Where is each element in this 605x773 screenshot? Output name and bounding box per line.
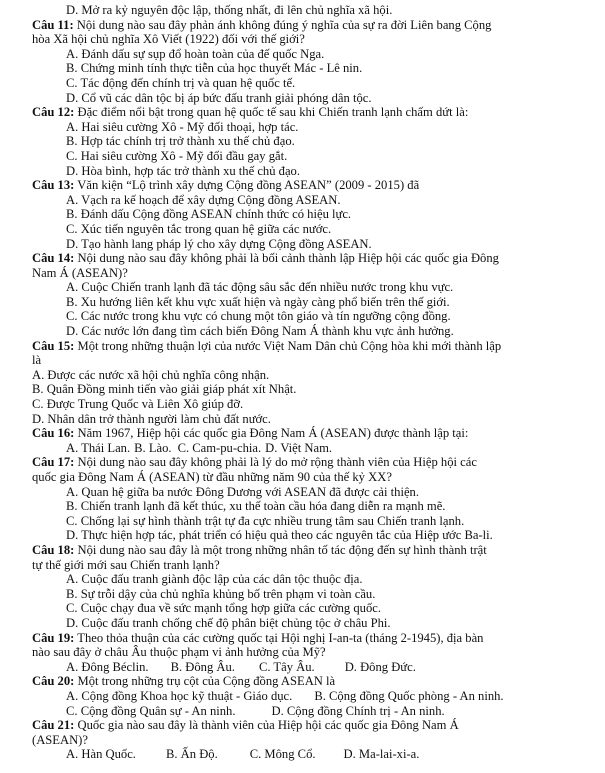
answer-option: A. Đánh dấu sự sụp đổ hoàn toàn của đế quốc Nga. <box>66 46 325 61</box>
answer-option: A. Cuộc đấu tranh giành độc lập của các dân tộc thuộc địa. <box>66 572 363 587</box>
question-continuation: Nam Á (ASEAN)? <box>32 265 128 280</box>
answer-option: C. Tây Âu. <box>258 659 315 674</box>
question-text: Văn kiện “Lộ trình xây dựng Cộng đồng ASEAN” (2009 - 2015) đã <box>74 178 420 193</box>
answer-options-row <box>48 747 595 762</box>
answer-option: A. Vạch ra kế hoạch để xây dựng Cộng đồng ASEAN. <box>66 192 341 207</box>
question-continuation: là <box>32 353 42 368</box>
answer-option: A. Hàn Quốc. <box>66 747 136 762</box>
answer-option: B. Lào. <box>134 440 172 455</box>
answer-option: B. Xu hướng liên kết khu vực xuất hiện và ngày càng phổ biến trên thế giới. <box>66 294 450 309</box>
question-continuation: B. Quân Đồng minh tiến vào giải giáp phát xít Nhật. <box>32 382 297 397</box>
answer-option: A. Cuộc Chiến tranh lạnh đã tác động sâu sắc đến nhiều nước trong khu vực. <box>66 280 454 295</box>
answer-option: C. Cộng đồng Quân sự - An ninh. <box>66 703 236 718</box>
answer-option: D. Ma-lai-xi-a. <box>343 747 420 762</box>
question-number: Câu 19: <box>32 630 75 645</box>
answer-option: A. Đông Béclin. <box>66 659 149 674</box>
question-continuation: tự thế giới mới sau Chiến tranh lạnh? <box>32 557 220 572</box>
question-number: Câu 14: <box>32 251 75 266</box>
question-line <box>32 105 579 120</box>
answer-option: B. Sự trỗi dậy của chủ nghĩa khủng bố trên phạm vi toàn cầu. <box>66 586 376 601</box>
answer-option: B. Đánh dấu Cộng đồng ASEAN chính thức có hiệu lực. <box>66 207 352 222</box>
answer-option: C. Chống lại sự hình thành trật tự đa cực nhiều trung tâm sau Chiến tranh lạnh. <box>66 513 465 528</box>
answer-options-row <box>48 660 595 675</box>
question-continuation: nào sau đây ở châu Âu thuộc phạm vi ảnh hưởng của Mỹ? <box>32 645 326 660</box>
answer-option: C. Cam-pu-chia. <box>177 440 262 455</box>
answer-option: B. Đông Âu. <box>170 659 235 674</box>
answer-option: D. Tạo hành lang pháp lý cho xây dựng Cộng đồng ASEAN. <box>66 236 372 251</box>
question-line <box>32 674 579 689</box>
answer-options-row <box>48 689 595 704</box>
answer-option: D. Các nước lớn đang tìm cách biến Đông Nam Á thành khu vực ảnh hưởng. <box>66 324 454 339</box>
answer-option: D. Cuộc đấu tranh chống chế độ phân biệt chủng tộc ở châu Phi. <box>66 615 391 630</box>
question-text: Năm 1967, Hiệp hội các quốc gia Đông Nam Á (ASEAN) được thành lập tại: <box>74 426 469 441</box>
answer-option: A. Hai siêu cường Xô - Mỹ đối thoại, hợp tác. <box>66 119 299 134</box>
answer-option: D. Cổ vũ các dân tộc bị áp bức đấu tranh giải phóng dân tộc. <box>66 90 372 105</box>
question-line <box>32 178 579 193</box>
answer-option: D. Việt Nam. <box>265 440 333 455</box>
answer-option: A. Quan hệ giữa ba nước Đông Dương với ASEAN đã được cải thiện. <box>66 484 419 499</box>
answer-option: C. Các nước trong khu vực có chung một tôn giáo và tín ngưỡng cộng đồng. <box>66 309 451 324</box>
answer-option: D. Thực hiện hợp tác, phát triển có hiệu quả theo các nguyên tắc của Hiệp ước Ba-li. <box>66 528 493 543</box>
question-line <box>32 251 579 266</box>
answer-option: B. Chứng minh tính thực tiễn của học thuyết Mác - Lê nin. <box>66 61 363 76</box>
answer-option: D. Mở ra kỷ nguyên độc lập, thống nhất, đi lên chủ nghĩa xã hội. <box>66 3 393 17</box>
question-number: Câu 15: <box>32 338 75 353</box>
question-line <box>32 18 579 33</box>
answer-option: C. Mông Cổ. <box>249 747 316 762</box>
question-line <box>32 339 579 354</box>
question-line <box>32 426 579 441</box>
question-text: Một trong những trụ cột của Cộng đồng ASEAN là <box>74 674 336 689</box>
question-text: Một trong những thuận lợi của nước Việt Nam Dân chủ Cộng hòa khi mới thành lập <box>74 338 502 353</box>
question-text: Nội dung nào sau đây là một trong những nhân tố tác động đến sự hình thành trật <box>74 542 487 557</box>
answer-option: A. Thái Lan. <box>66 440 131 455</box>
answer-option: C. Xúc tiến nguyên tắc trong quan hệ giữa các nước. <box>66 221 332 236</box>
answer-option: B. Ấn Độ. <box>165 747 218 762</box>
question-continuation: C. Được Trung Quốc và Liên Xô giúp đỡ. <box>32 397 244 412</box>
question-text: Quốc gia nào sau đây là thành viên của Hiệp hội các quốc gia Đông Nam Á <box>74 718 459 733</box>
question-text: Theo thỏa thuận của các cường quốc tại Hội nghị I-an-ta (tháng 2-1945), địa bàn <box>74 630 484 645</box>
question-continuation: hòa Xã hội chủ nghĩa Xô Viết (1922) đối với thế giới? <box>32 32 305 47</box>
answer-option: C. Tác động đến chính trị và quan hệ quốc tế. <box>66 75 296 90</box>
answer-options-row <box>48 704 595 719</box>
question-text: Đặc điểm nổi bật trong quan hệ quốc tế sau khi Chiến tranh lạnh chấm dứt là: <box>74 105 469 120</box>
question-continuation: quốc gia Đông Nam Á (ASEAN) từ đầu những năm 90 của thế kỷ XX? <box>32 470 392 484</box>
answer-option: D. Hòa bình, hợp tác trở thành xu thế chủ đạo. <box>66 163 301 178</box>
question-text: Nội dung nào sau đây không phải là bối cảnh thành lập Hiệp hội các quốc gia Đông <box>74 251 499 266</box>
question-line <box>32 543 579 558</box>
answer-option: B. Hợp tác chính trị trở thành xu thế chủ đạo. <box>66 134 295 149</box>
question-number: Câu 16: <box>32 426 75 441</box>
answer-options-row <box>48 441 595 456</box>
answer-option: D. Cộng đồng Chính trị - An ninh. <box>271 703 445 718</box>
answer-option: B. Cộng đồng Quốc phòng - An ninh. <box>314 688 504 703</box>
question-continuation: D. Nhân dân trở thành người làm chủ đất nước. <box>32 411 271 426</box>
question-number: Câu 11: <box>32 17 74 32</box>
question-number: Câu 17: <box>32 455 75 470</box>
question-line <box>32 718 579 733</box>
question-number: Câu 18: <box>32 542 75 557</box>
question-line <box>32 455 579 470</box>
question-number: Câu 13: <box>32 178 75 193</box>
question-text: Nội dung nào sau đây phản ánh không đúng ý nghĩa của sự ra đời Liên bang Cộng <box>73 17 492 32</box>
question-continuation: A. Được các nước xã hội chủ nghĩa công nhận. <box>32 367 270 382</box>
answer-option: D. Đông Đức. <box>344 659 416 674</box>
answer-option: A. Cộng đồng Khoa học kỹ thuật - Giáo dục. <box>66 688 293 703</box>
answer-option: C. Hai siêu cường Xô - Mỹ đối đầu gay gắt. <box>66 148 288 163</box>
question-number: Câu 21: <box>32 718 75 733</box>
question-continuation: (ASEAN)? <box>32 732 88 747</box>
answer-option: B. Chiến tranh lạnh đã kết thúc, xu thế toàn cầu hóa đang diễn ra mạnh mẽ. <box>66 499 446 514</box>
question-number: Câu 12: <box>32 105 75 120</box>
answer-option: C. Cuộc chạy đua về sức mạnh tổng hợp giữa các cường quốc. <box>66 601 381 616</box>
question-number: Câu 20: <box>32 674 75 689</box>
question-line <box>32 631 579 646</box>
question-text: Nội dung nào sau đây không phải là lý do mở rộng thành viên của Hiệp hội các <box>74 455 477 470</box>
